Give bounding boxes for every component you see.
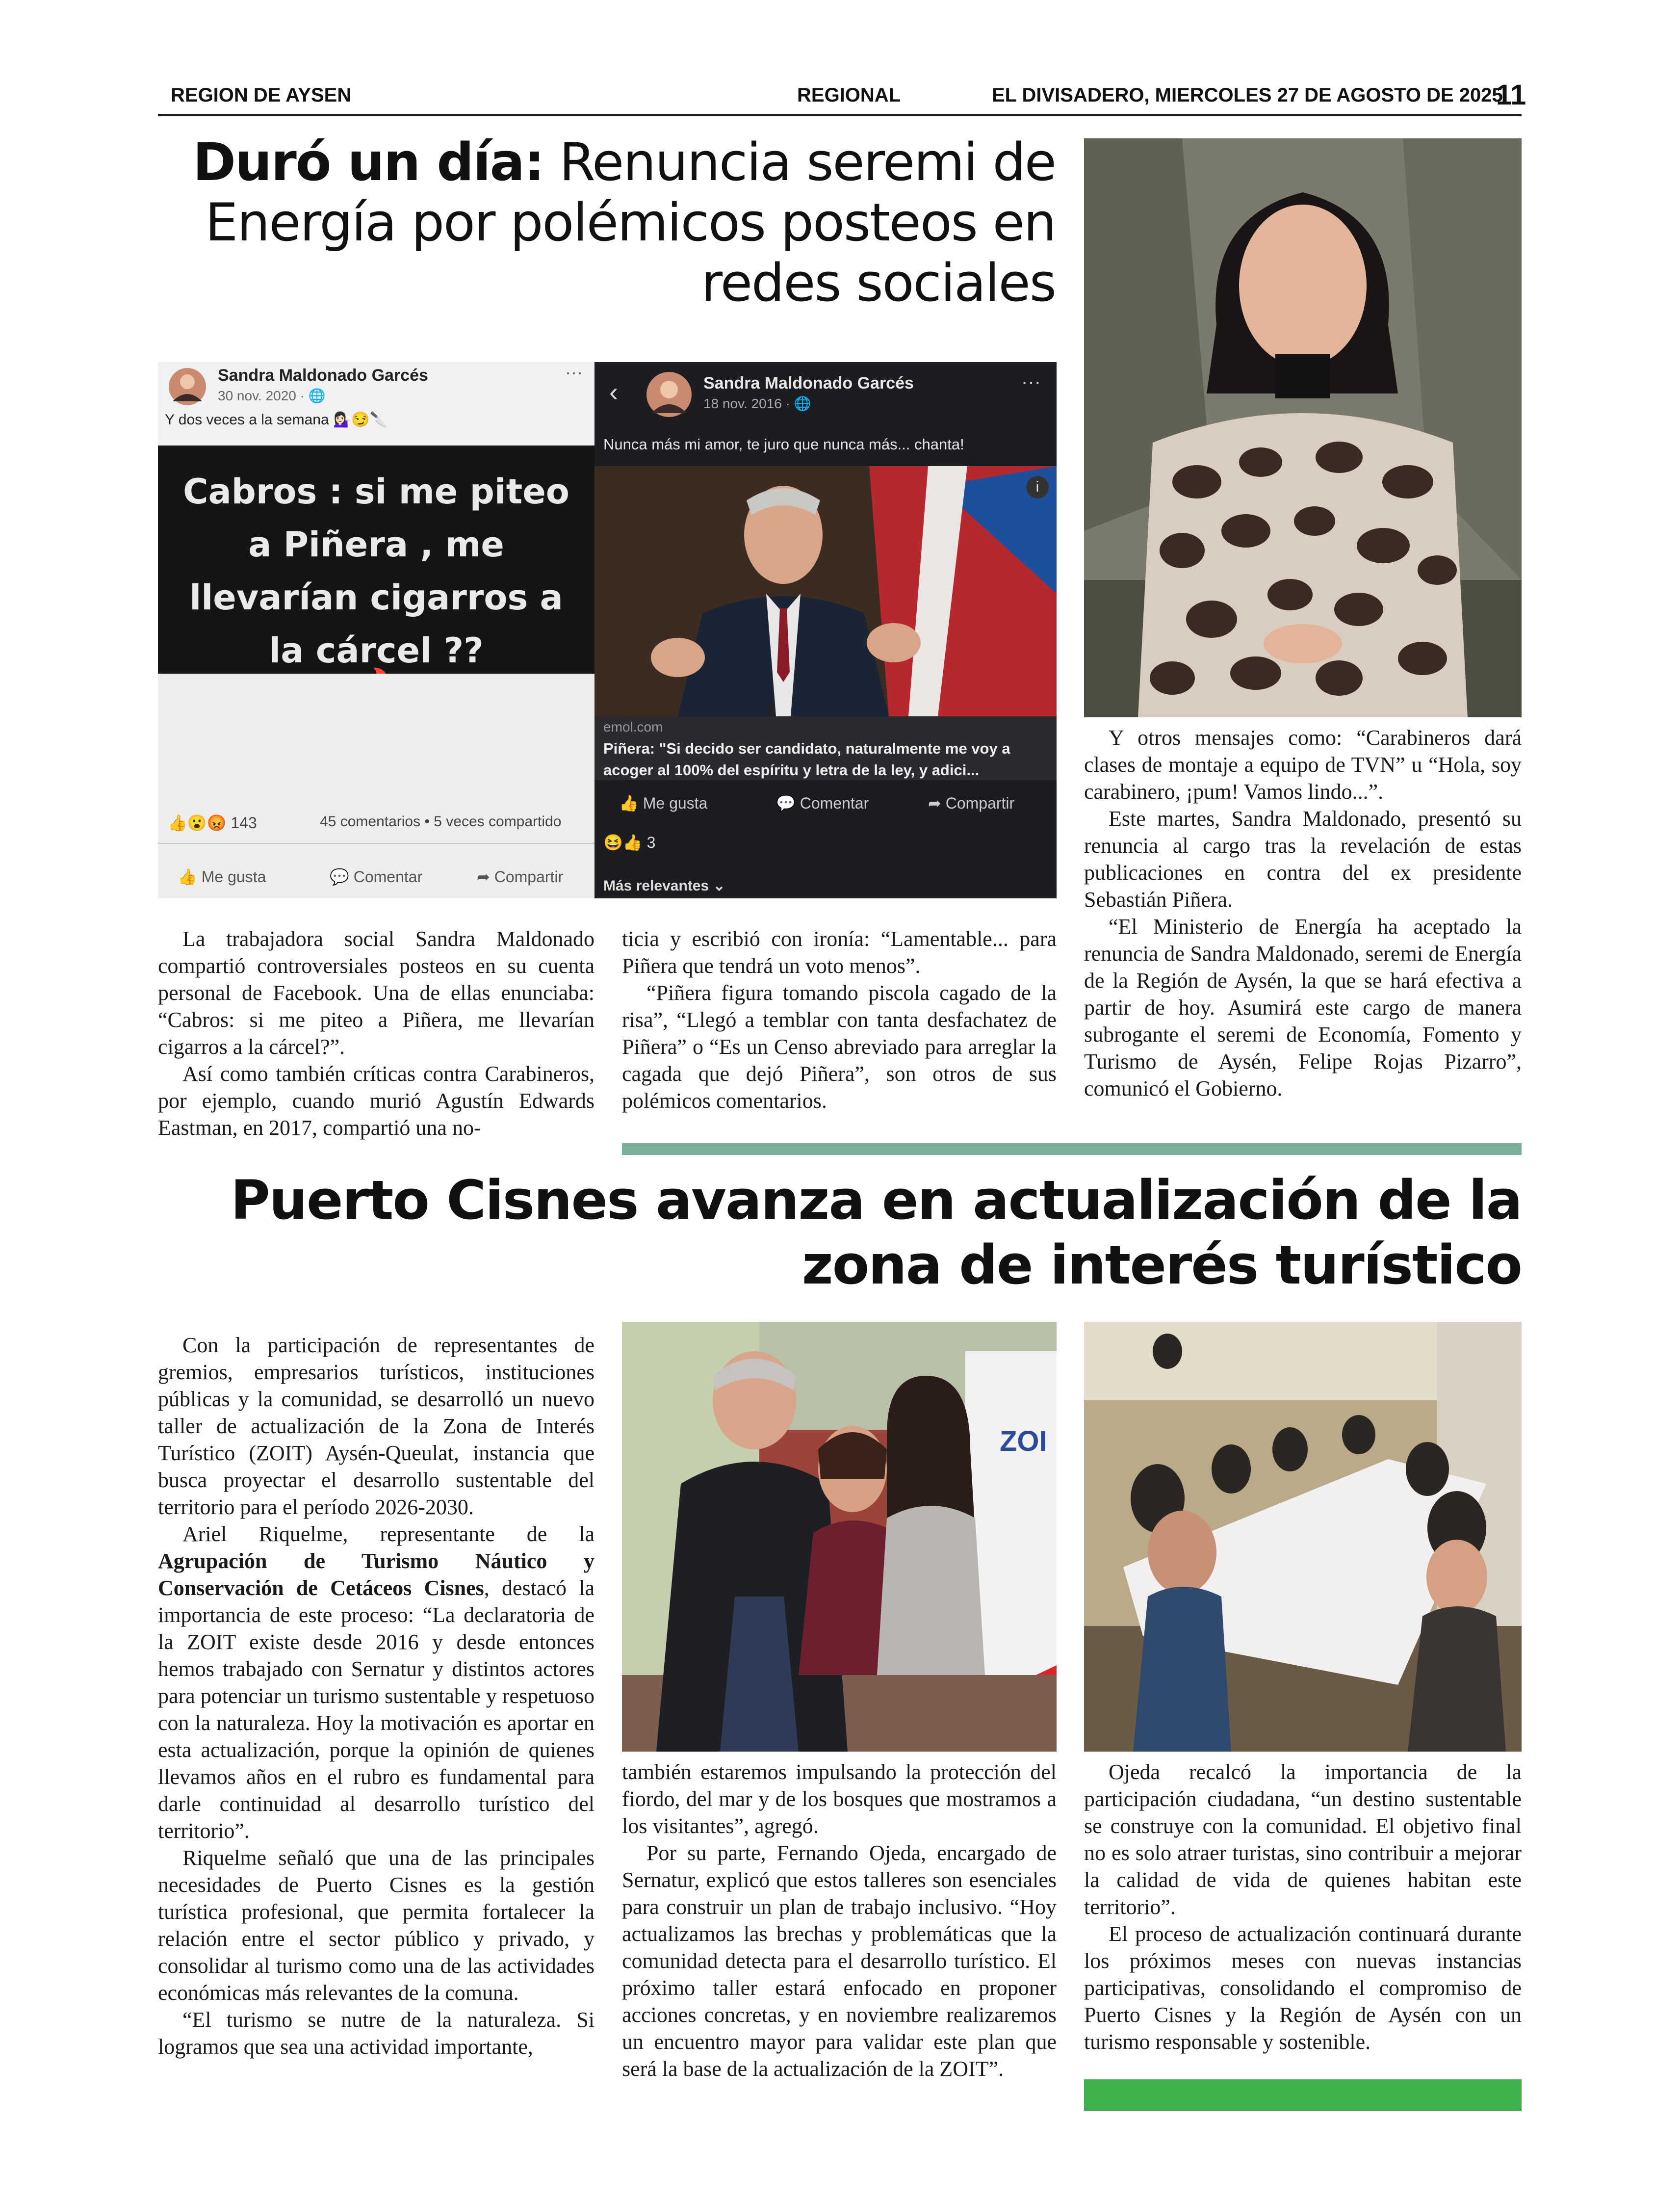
paragraph: “El turismo se nutre de la naturaleza. Si logramos que sea una actividad importante, bbox=[158, 2008, 594, 2059]
paragraph: “Piñera figura tomando piscola cagado de la risa”, “Llegó a temblar con tanta desfachatez de Piñera” o “Es un Censo abreviado para arreglar la cagada que dejó Piñera”, son otros de sus polémicos comentarios. bbox=[622, 981, 1057, 1113]
organization-name: Agrupación de Turismo Náutico y Conservación de Cetáceos Cisnes bbox=[158, 1549, 594, 1600]
reactions-count: 143 bbox=[231, 814, 257, 832]
share-label: Compartir bbox=[494, 868, 564, 886]
portrait-illustration bbox=[1084, 138, 1522, 717]
paragraph: también estaremos impulsando la protección del fiordo, del mar y de los bosques que mostramos a los visitantes”, agregó. bbox=[622, 1760, 1057, 1838]
group-photo-workshop bbox=[1084, 1322, 1522, 1752]
profile-avatar bbox=[646, 371, 693, 418]
section-label: REGION DE AYSEN bbox=[171, 84, 352, 106]
comment-button[interactable] bbox=[776, 794, 869, 813]
facebook-post-screenshot-2 bbox=[594, 362, 1057, 898]
reaction-icons: 😆👍 bbox=[603, 834, 647, 851]
post-date bbox=[703, 395, 811, 412]
paragraph: El proceso de actualización continuará durante los próximos meses con nuevas instancias participativas, consolidando el compromiso de Puerto Cisnes y la Región de Aysén con un turismo responsable y sostenible. bbox=[1084, 1922, 1522, 2054]
article2-column-3 bbox=[1084, 1758, 1522, 2055]
paragraph-text: Ariel Riquelme, representante de la bbox=[182, 1522, 594, 1546]
like-label: Me gusta bbox=[201, 868, 266, 886]
zoit-banner-text: ZOI bbox=[1000, 1425, 1047, 1457]
footer-accent-bar bbox=[1084, 2079, 1522, 2111]
news-photo bbox=[594, 466, 1057, 716]
like-label: Me gusta bbox=[643, 794, 708, 812]
more-options-icon: ··· bbox=[1021, 371, 1041, 393]
facebook-post-screenshot-1 bbox=[158, 362, 594, 898]
article2-headline: Puerto Cisnes avanza en actualización de la zona de interés turístico bbox=[231, 1169, 1522, 1296]
post-author: Sandra Maldonado Garcés bbox=[218, 366, 428, 385]
comment-label: Comentar bbox=[800, 794, 869, 812]
comment-icon: 💬 bbox=[330, 868, 354, 886]
post-caption: Y dos veces a la semana 💁🏻‍♀️😏🔪 bbox=[165, 412, 388, 428]
page-number: 11 bbox=[1496, 79, 1526, 111]
thumbs-up-icon: 👍 bbox=[178, 868, 202, 886]
portrait-photo bbox=[1084, 138, 1522, 717]
section-category: REGIONAL bbox=[797, 84, 901, 106]
header-rule bbox=[158, 114, 1522, 116]
reactions-count: 3 bbox=[646, 834, 656, 851]
thumbs-up-icon: 👍 bbox=[619, 794, 643, 812]
post-image-quote bbox=[158, 446, 594, 674]
paragraph: Riquelme señaló que una de las principales necesidades de Puerto Cisnes es la gestión turística profesional, que permita fortalecer la relación entre el sector público y privado, y consolidar al turismo como una de las actividades económicas más relevantes de la comuna. bbox=[158, 1846, 594, 2005]
reactions-summary bbox=[168, 813, 257, 832]
share-button[interactable] bbox=[928, 794, 1014, 813]
article1-headline bbox=[158, 132, 1056, 314]
paragraph: Ojeda recalcó la importancia de la participación ciudadana, “un destino sustentable se construye con la comunidad. El objetivo final no es solo atraer turistas, sino contribuir a mejorar la calidad de vida de quienes habitan este territorio”. bbox=[1084, 1760, 1522, 1919]
group-photo-trio bbox=[622, 1322, 1057, 1752]
share-label: Compartir bbox=[945, 794, 1015, 812]
paragraph: Con la participación de representantes de gremios, empresarios turísticos, instituciones públicas y la comunidad, se desarrolló un nuevo taller de actualización de la Zona de Interés Turístico (ZOIT) Aysén-Queulat, instancia que busca proyectar el desarrollo sustentable del territorio para el período 2026-2030. bbox=[158, 1333, 594, 1519]
share-button[interactable] bbox=[477, 867, 563, 886]
comment-label: Comentar bbox=[353, 868, 423, 886]
profile-avatar bbox=[168, 367, 207, 406]
paragraph: Por su parte, Fernando Ojeda, encargado de Sernatur, explicó que estos talleres son esenciales para construir un plan de trabajo inclusivo. “Hoy actualizamos las brechas y problemáticas que la comunidad detecta para el desarrollo turístico. El próximo taller estará enfocado en proponer acciones concretas, y en noviembre realizaremos un encuentro mayor para validar este plan que será la base de la actualización de la ZOIT”. bbox=[622, 1841, 1057, 2081]
globe-icon: 🌐 bbox=[308, 388, 326, 403]
article1-column-2 bbox=[622, 925, 1057, 1114]
post-date-text: 18 nov. 2016 · bbox=[703, 396, 794, 411]
relevance-filter[interactable]: Más relevantes ⌄ bbox=[603, 878, 725, 894]
article2-column-1 bbox=[158, 1332, 594, 2060]
quote-text: Cabros : si me piteo a Piñera , me llevarían cigarros a la cárcel ?? bbox=[183, 472, 569, 671]
paragraph: Y otros mensajes como: “Carabineros dará clases de montaje a equipo de TVN” u “Hola, soy carabinero, ¡pum! Vamos lindo...”. bbox=[1084, 726, 1522, 804]
paragraph: Así como también críticas contra Carabineros, por ejemplo, cuando murió Agustín Edwards Eastman, en 2017, compartió una no- bbox=[158, 1062, 594, 1140]
article2-column-2 bbox=[622, 1758, 1057, 2082]
workshop-illustration bbox=[1084, 1322, 1522, 1752]
post-author: Sandra Maldonado Garcés bbox=[703, 374, 914, 393]
headline-text: Renuncia seremi de Energía por polémicos posteos en redes sociales bbox=[205, 132, 1056, 313]
paragraph: La trabajadora social Sandra Maldonado compartió controversiales posteos en su cuenta personal de Facebook. Una de ellas enunciaba: “Cabros: si me piteo a Piñera, me llevarían cigarros a la cárcel?”. bbox=[158, 927, 594, 1059]
comment-icon: 💬 bbox=[776, 794, 800, 812]
comments-shares: 45 comentarios • 5 veces compartido bbox=[320, 813, 562, 830]
comment-button[interactable] bbox=[330, 867, 422, 886]
share-icon: ➦ bbox=[477, 868, 494, 886]
trio-illustration bbox=[622, 1322, 1057, 1752]
post-date-text: 30 nov. 2020 · bbox=[218, 388, 309, 403]
link-domain: emol.com bbox=[603, 719, 663, 734]
article1-column-3 bbox=[1084, 724, 1522, 1102]
reaction-icons: 👍😮😡 bbox=[168, 814, 231, 832]
press-conference-illustration bbox=[594, 466, 1057, 716]
paragraph-riquelme bbox=[158, 1520, 594, 1844]
paragraph: “El Ministerio de Energía ha aceptado la renuncia de Sandra Maldonado, seremi de Energía de la Región de Aysén, la que se hará efectiva a partir de hoy. Asumirá este cargo de manera subrogante el seremi de Economía, Fomento y Turismo de Aysén, Felipe Rojas Pizarro”, comunicó el Gobierno. bbox=[1084, 915, 1522, 1101]
paragraph-text: , destacó la importancia de este proceso: “La declaratoria de la ZOIT existe desde 2016 y desde entonces hemos trabajado con Sernatur y distintos actores para potenciar un turismo sustentable y respetuoso con la naturaleza. Hoy la motivación es aportar en esta actualización, porque la opinión de quienes llevamos años en el rubro es fundamental para darle continuidad al desarrollo turístico del territorio”. bbox=[158, 1576, 594, 1843]
paragraph: ticia y escribió con ironía: “Lamentable... para Piñera que tendrá un voto menos”. bbox=[622, 927, 1057, 978]
like-button[interactable] bbox=[619, 794, 707, 813]
publication-date: EL DIVISADERO, MIERCOLES 27 DE AGOSTO DE 2025 bbox=[992, 84, 1503, 106]
share-icon: ➦ bbox=[928, 794, 946, 812]
headline-kicker: Duró un día: bbox=[193, 132, 544, 192]
post-date bbox=[218, 388, 326, 404]
section-divider bbox=[622, 1143, 1522, 1155]
more-options-icon: ··· bbox=[565, 362, 583, 382]
info-icon: i bbox=[1026, 476, 1049, 498]
reactions-summary bbox=[603, 833, 655, 852]
paragraph: Este martes, Sandra Maldonado, presentó su renuncia al cargo tras la revelación de estas publicaciones en contra del ex presidente Sebastián Piñera. bbox=[1084, 807, 1522, 912]
like-button[interactable] bbox=[178, 867, 266, 886]
globe-icon: 🌐 bbox=[794, 396, 811, 411]
article1-column-1 bbox=[158, 925, 594, 1141]
post-caption: Nunca más mi amor, te juro que nunca más... chanta! bbox=[603, 436, 964, 453]
link-title: Piñera: "Si decido ser candidato, naturalmente me voy a acoger al 100% del espíritu y letra de la ley, y adici... bbox=[603, 740, 1010, 779]
back-chevron-icon: ‹ bbox=[609, 377, 618, 407]
